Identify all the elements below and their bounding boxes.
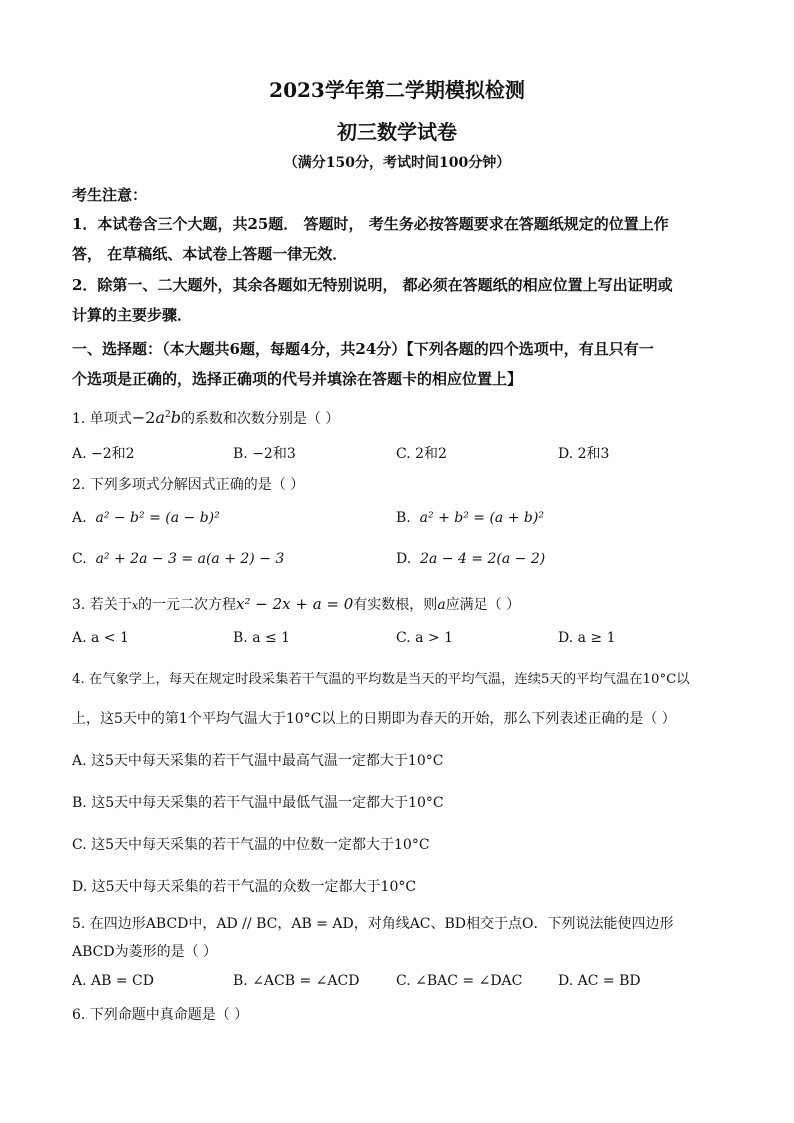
q5-line1: 5. 在四边形ABCD中，AD // BC，AB = AD，对角线AC、BD相交于点O．下列说法能使四边形 (72, 916, 674, 932)
q4-line2: 上，这5天中的第1个平均气温大于10°C以上的日期即为春天的开始，那么下列表述正确的是（ ） (72, 711, 676, 727)
q3-option-d: D. a ≥ 1 (558, 630, 616, 646)
q1-prefix: 1. 单项式 (72, 411, 132, 427)
q1-option-b: B. −2和3 (233, 446, 296, 462)
q1-suffix: 的系数和次数分别是（ ） (180, 411, 340, 427)
notice-item2-line1: 2．除第一、二大题外，其余各题如无特别说明， 都必须在答题纸的相应位置上写出证明或 (72, 276, 673, 294)
q2-option-c: C. a² + 2a − 3 = a(a + 2) − 3 (72, 551, 285, 567)
q1-option-a: A. −2和2 (72, 446, 135, 462)
q2-stem: 2. 下列多项式分解因式正确的是（ ） (72, 477, 305, 493)
q1-expr: $-2a^2b$ (131, 408, 181, 427)
notice-item2-line2: 计算的主要步骤． (72, 306, 193, 324)
q2-option-d: D. 2a − 4 = 2(a − 2) (396, 551, 546, 567)
section1-line2: 个选项是正确的，选择正确项的代号并填涂在答题卡的相应位置上】 (72, 370, 523, 388)
exam-info: （满分150分，考试时间100分钟） (283, 155, 511, 171)
notice-item1-line2: 答， 在草稿纸、本试卷上答题一律无效． (72, 245, 348, 263)
q3-stem: 3. 若关于x的一元二次方程x² − 2x + a = 0有实数根，则a应满足（ ） (72, 595, 521, 613)
q4-option-c: C. 这5天中每天采集的若干气温的中位数一定都大于10°C (72, 837, 430, 853)
q3-option-a: A. a < 1 (72, 630, 129, 646)
q3-option-b: B. a ≤ 1 (233, 630, 291, 646)
q1-stem (72, 408, 732, 428)
q4-line1: 4. 在气象学上，每天在规定时段采集若干气温的平均数是当天的平均气温，连续5天的平均气温在10°C以 (72, 672, 690, 687)
q5-line2: ABCD为菱形的是（ ） (72, 944, 218, 960)
q5-option-a: A. AB = CD (72, 973, 154, 989)
q1-option-d: D. 2和3 (558, 446, 610, 462)
q3-option-c: C. a > 1 (396, 630, 453, 646)
q3-equation: x² − 2x + a = 0 (236, 595, 354, 613)
q2-option-b: B. a² + b² = (a + b)² (396, 510, 544, 526)
q4-option-b: B. 这5天中每天采集的若干气温中最低气温一定都大于10°C (72, 795, 444, 811)
q5-option-c: C. ∠BAC = ∠DAC (396, 973, 523, 989)
section1-line1: 一、选择题：（本大题共6题，每题4分，共24分）【下列各题的四个选项中，有且只有一 (72, 340, 654, 358)
q5-option-b: B. ∠ACB = ∠ACD (233, 973, 360, 989)
notice-item1-line1: 1．本试卷含三个大题，共25题． 答题时， 考生务必按答题要求在答题纸规定的位置上作 (72, 215, 669, 233)
notice-heading: 考生注意： (72, 186, 148, 204)
exam-title: 2023学年第二学期模拟检测 (269, 78, 525, 102)
q4-option-d: D. 这5天中每天采集的若干气温的众数一定都大于10°C (72, 879, 417, 895)
q2-option-a: A. a² − b² = (a − b)² (72, 510, 220, 526)
q5-option-d: D. AC = BD (558, 973, 641, 989)
q4-option-a: A. 这5天中每天采集的若干气温中最高气温一定都大于10°C (72, 753, 444, 769)
exam-subtitle: 初三数学试卷 (337, 120, 457, 144)
q6-stem: 6. 下列命题中真命题是（ ） (72, 1007, 249, 1023)
q1-option-c: C. 2和2 (396, 446, 447, 462)
